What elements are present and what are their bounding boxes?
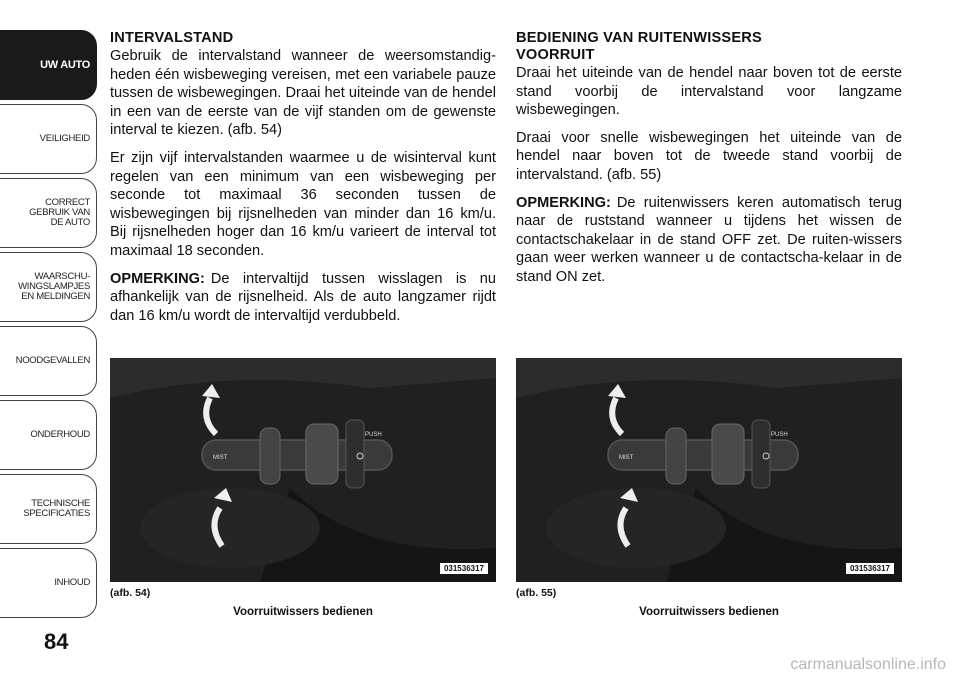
- image-code: 031536317: [440, 563, 488, 574]
- paragraph: Gebruik de intervalstand wanneer de weersomstandig-heden één wisbeweging vereisen, met een variabele pauze tussen de wisbewegingen. Draai het uiteinde van de hendel in een van de eerste van de vijf standen om de gewenste interval te kiezen. (afb. 54): [110, 48, 496, 139]
- tab-onderhoud[interactable]: [0, 400, 97, 470]
- section-heading: INTERVALSTAND: [110, 30, 234, 46]
- note-text: De ruitenwissers keren automatisch terug naar de ruststand wanneer u tijdens het wissen de contactschakelaar in de stand OFF zet. De ruiten-wissers gaan weer werken wanneer u de contactscha-kelaar in de stand ON zet.: [516, 194, 902, 285]
- tab-label: TECHNISCHE SPECIFICATIES: [23, 498, 90, 519]
- tab-veiligheid[interactable]: [0, 104, 97, 174]
- tab-label: UW AUTO: [40, 59, 90, 71]
- tab-label: ONDERHOUD: [30, 429, 90, 440]
- figure-54-caption: Voorruitwissers bedienen: [233, 606, 373, 618]
- wiper-lever-illustration: [110, 358, 496, 582]
- tab-uw-auto[interactable]: [0, 30, 97, 100]
- footer-watermark: carmanualsonline.info: [790, 656, 946, 673]
- section-heading: BEDIENING VAN RUITENWISSERS: [516, 30, 762, 46]
- left-column: [110, 30, 496, 334]
- section-heading-line2: VOORRUIT: [516, 47, 595, 63]
- note-paragraph: [110, 270, 496, 326]
- image-code: 031536317: [846, 563, 894, 574]
- tab-noodgevallen[interactable]: [0, 326, 97, 396]
- paragraph: Draai voor snelle wisbewegingen het uiteinde van de hendel naar boven tot de tweede stand voorbij de intervalstand. (afb. 55): [516, 129, 902, 183]
- tab-inhoud[interactable]: [0, 548, 97, 618]
- paragraph: Er zijn vijf intervalstanden waarmee u de wisinterval kunt regelen van een minimum van een wisbeweging per seconde tot maximaal 36 seconden tussen de wisbewegingen bij rijsnelheden van minder dan 16 km/u. Bij rijsnelheden hoger dan 16 km/u varieert de interval tot maximaal 18 seconden.: [110, 149, 496, 259]
- tab-correct-gebruik[interactable]: [0, 178, 97, 248]
- right-column: [516, 30, 902, 296]
- lever-label-push: PUSH: [771, 432, 788, 438]
- tab-technische-specificaties[interactable]: [0, 474, 97, 544]
- tab-label: INHOUD: [54, 577, 90, 588]
- note-text: De intervaltijd tussen wisslagen is nu afhankelijk van de rijsnelheid. Als de auto langzamer rijdt dan 16 km/u wordt de intervaltijd verdubbeld.: [110, 270, 496, 324]
- tab-label: NOODGEVALLEN: [15, 355, 90, 366]
- tab-label: CORRECT GEBRUIK VAN DE AUTO: [29, 197, 90, 228]
- lever-label-mist: MIST: [619, 455, 634, 461]
- note-label: OPMERKING:: [110, 270, 205, 287]
- lever-label-push: PUSH: [365, 432, 382, 438]
- note-paragraph: [516, 194, 902, 287]
- lever-label-mist: MIST: [213, 455, 228, 461]
- figure-55-ref: (afb. 55): [516, 587, 557, 599]
- wiper-lever-illustration: [516, 358, 902, 582]
- chapter-tabs: [0, 0, 100, 640]
- figure-54-image: [110, 358, 496, 582]
- note-label: OPMERKING:: [516, 194, 611, 211]
- tab-label: VEILIGHEID: [39, 133, 90, 144]
- figure-54-ref: (afb. 54): [110, 587, 151, 599]
- tab-label: WAARSCHU- WINGSLAMPJES EN MELDINGEN: [18, 271, 90, 302]
- figure-55-image: [516, 358, 902, 582]
- page-number: 84: [44, 629, 69, 654]
- tab-waarschuwingslampjes[interactable]: [0, 252, 97, 322]
- figure-55-caption: Voorruitwissers bedienen: [639, 606, 779, 618]
- paragraph: Draai het uiteinde van de hendel naar boven tot de eerste stand voorbij de intervalstand voor langzame wisbewegingen.: [516, 65, 902, 119]
